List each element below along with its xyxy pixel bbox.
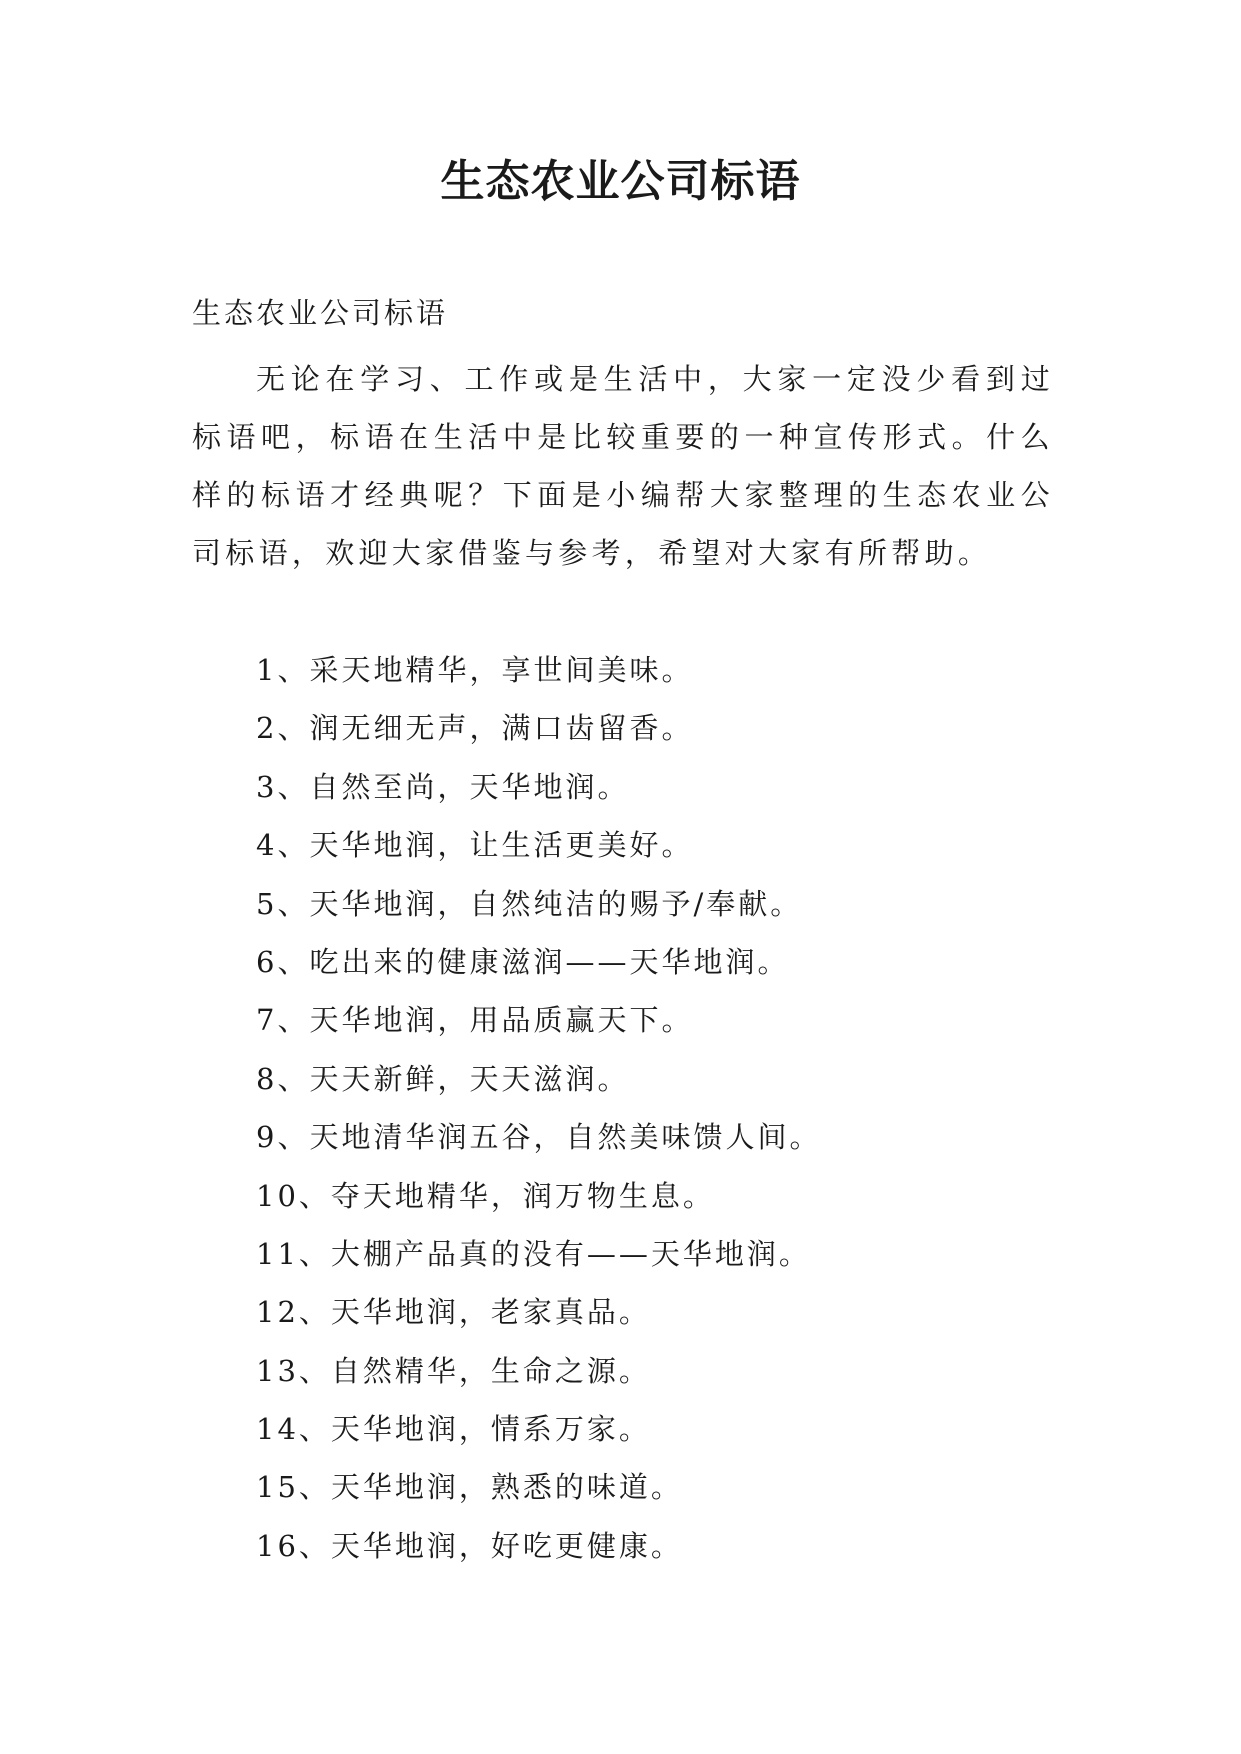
slogan-item: 15、天华地润，熟悉的味道。 [256,1470,683,1505]
slogan-item: 7、天华地润，用品质赢天下。 [256,1003,694,1038]
slogan-item: 12、天华地润，老家真品。 [256,1295,651,1330]
slogan-item: 2、润无细无声，满口齿留香。 [256,711,694,746]
slogan-item: 11、大棚产品真的没有——天华地润。 [256,1236,811,1271]
slogan-list [256,641,1076,1575]
slogan-item: 16、天华地润，好吃更健康。 [256,1528,683,1563]
slogan-item: 8、天天新鲜，天天滋润。 [256,1061,630,1096]
slogan-item: 14、天华地润，情系万家。 [256,1412,651,1447]
slogan-item: 1、采天地精华，享世间美味。 [256,653,694,687]
slogan-item: 10、夺天地精华，润万物生息。 [256,1178,715,1213]
slogan-item: 6、吃出来的健康滋润——天华地润。 [256,944,790,979]
slogan-item: 13、自然精华，生命之源。 [256,1353,651,1388]
section-heading: 生态农业公司标语 [192,296,449,330]
slogan-item: 3、自然至尚，天华地润。 [256,769,630,804]
intro-paragraph: 无论在学习、工作或是生活中，大家一定没少看到过标语吧，标语在生活中是比较重要的一种宣传形式。什么样的标语才经典呢？下面是小编帮大家整理的生态农业公司标语，欢迎大家借鉴与参考，希望对大家有所帮助。 [192,362,1054,570]
slogan-item: 9、天地清华润五谷，自然美味馈人间。 [256,1120,822,1155]
slogan-item: 5、天华地润，自然纯洁的赐予/奉献。 [256,886,803,921]
page-title: 生态农业公司标语 [440,156,801,207]
slogan-item: 4、天华地润，让生活更美好。 [256,828,694,863]
